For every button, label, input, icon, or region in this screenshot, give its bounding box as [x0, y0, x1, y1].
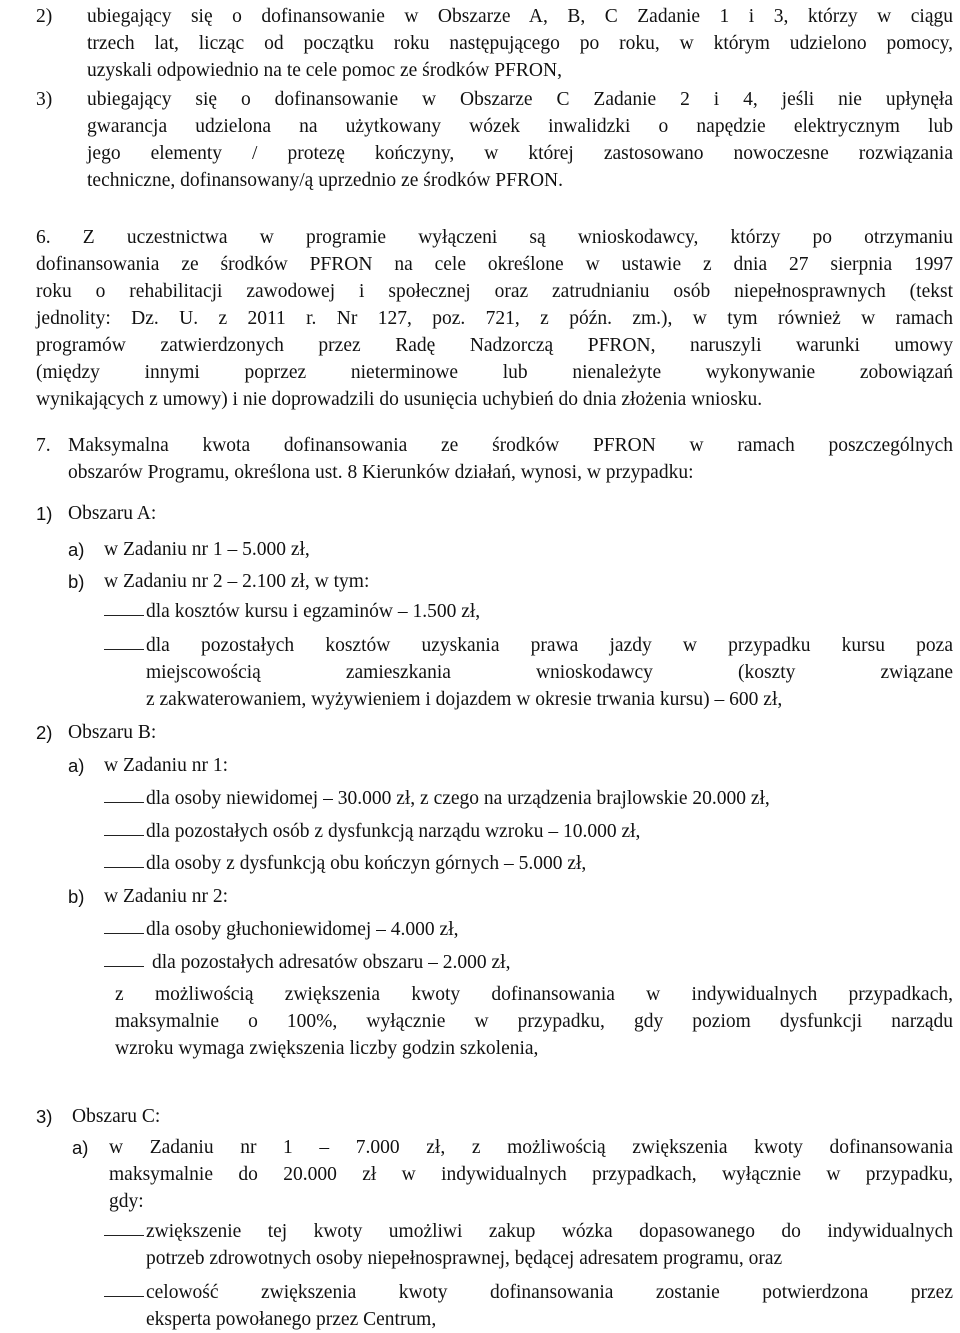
text-line: w Zadaniu nr 1 – 7.000 zł, z możliwością zwiększenia kwoty dofinansowania [109, 1137, 953, 1158]
text-line: ubiegający się o dofinansowanie w Obszarze C Zadanie 2 i 4, jeśli nie upłynęła [87, 89, 953, 110]
obszar-b-note [115, 981, 953, 1062]
text-line: ubiegający się o dofinansowanie w Obszarze A, B, C Zadanie 1 i 3, którzy w ciągu [87, 6, 953, 27]
text-line: Maksymalna kwota dofinansowania ze środków PFRON w ramach poszczególnych [68, 435, 953, 456]
text-line: maksymalnie do 20.000 zł w indywidualnych przypadkach, wyłącznie w przypadku, [109, 1164, 953, 1185]
text-line: eksperta powołanego przez Centrum, [146, 1309, 437, 1330]
dash-bullet [104, 933, 144, 934]
text-line: celowość zwiększenia kwoty dofinansowania zostanie potwierdzona przez [146, 1282, 953, 1303]
dash-bullet [104, 867, 144, 868]
section-number: 6. [36, 227, 51, 248]
section-6 [36, 224, 953, 413]
text-line: zwiększenie tej kwoty umożliwi zakup wózka dopasowanego do indywidualnych [146, 1221, 953, 1242]
dash-bullet [104, 1235, 144, 1236]
text-line: jego elementy / protezę kończyny, w której zastosowano nowoczesne rozwiązania [87, 143, 953, 164]
obszar-b-dash-3: dla osoby z dysfunkcją obu kończyn górnych – 5.000 zł, [146, 853, 587, 874]
text-line: jednolity: Dz. U. z 2011 r. Nr 127, poz. 721, z późn. zm.), w tym również w ramach [36, 308, 953, 329]
list-letter: b) [68, 571, 85, 592]
obszar-b-zadanie-2: w Zadaniu nr 2: [104, 886, 229, 907]
text-line: dofinansowania ze środków PFRON na cele określone w ustawie z dnia 27 sierpnia 1997 [36, 254, 953, 275]
list-letter: b) [68, 886, 85, 907]
obszar-c-dash-1 [146, 1218, 953, 1272]
section-7 [68, 432, 953, 486]
obszar-b-dash-1: dla osoby niewidomej – 30.000 zł, z czego na urządzenia brajlowskie 20.000 zł, [146, 788, 770, 809]
obszar-b-zadanie-1: w Zadaniu nr 1: [104, 755, 229, 776]
text-line: gdy: [109, 1191, 144, 1212]
obszar-c-dash-2 [146, 1279, 953, 1333]
text-line: 6. Z uczestnictwa w programie wyłączeni są wnioskodawcy, którzy po otrzymaniu [36, 227, 953, 248]
obszar-a-dash-2 [146, 632, 953, 713]
list-number: 1) [36, 503, 53, 524]
list-number: 3) [36, 1106, 53, 1127]
obszar-c-zadanie-1 [109, 1134, 953, 1215]
text-line: z zakwaterowaniem, wyżywieniem i dojazdem w okresie trwania kursu) – 600 zł, [146, 689, 783, 710]
obszar-a-dash-1: dla kosztów kursu i egzaminów – 1.500 zł, [146, 601, 481, 622]
text-line: obszarów Programu, określona ust. 8 Kierunków działań, wynosi, w przypadku: [68, 462, 694, 483]
dash-bullet [104, 1296, 144, 1297]
text-line: roku o rehabilitacji zawodowej i społecznej oraz zatrudnianiu osób niepełnosprawnych (tekst [36, 281, 953, 302]
text-line: z możliwością zwiększenia kwoty dofinansowania w indywidualnych przypadkach, [115, 984, 953, 1005]
list-letter: a) [68, 755, 85, 776]
text-line: gwarancja udzielona na użytkowany wózek inwalidzki o napędzie elektrycznym lub [87, 116, 953, 137]
list-number: 3) [36, 89, 53, 110]
exclusion-point-3 [87, 86, 953, 194]
obszar-b-dash-5: dla pozostałych adresatów obszaru – 2.000 zł, [152, 952, 511, 973]
text-line: dla pozostałych kosztów uzyskania prawa jazdy w przypadku kursu poza [146, 635, 953, 656]
list-number: 2) [36, 722, 53, 743]
list-letter: a) [72, 1137, 89, 1158]
text-line: (między innymi poprzez nieterminowe lub nienależyte wykonywanie zobowiązań [36, 362, 953, 383]
list-letter: a) [68, 539, 85, 560]
exclusion-point-2 [87, 3, 953, 84]
text-line: techniczne, dofinansowany/ą uprzednio ze środków PFRON. [87, 170, 564, 191]
dash-bullet [104, 802, 144, 803]
obszar-b-label: Obszaru B: [68, 722, 157, 743]
obszar-c-label: Obszaru C: [72, 1106, 161, 1127]
obszar-a-zadanie-2: w Zadaniu nr 2 – 2.100 zł, w tym: [104, 571, 370, 592]
text-line: maksymalnie o 100%, wyłącznie w przypadku, gdy poziom dysfunkcji narządu [115, 1011, 953, 1032]
obszar-a-zadanie-1: w Zadaniu nr 1 – 5.000 zł, [104, 539, 310, 560]
text-line: trzech lat, licząc od początku roku następującego po roku, w którym udzielono pomocy, [87, 33, 953, 54]
dash-bullet [104, 835, 144, 836]
dash-bullet [104, 615, 144, 616]
text-line: programów zatwierdzonych przez Radę Nadzorczą PFRON, naruszyli warunki umowy [36, 335, 953, 356]
section-number: 7. [36, 435, 51, 456]
text-line: uzyskali odpowiednio na te cele pomoc ze środków PFRON, [87, 60, 562, 81]
list-number: 2) [36, 6, 53, 27]
dash-bullet [104, 649, 144, 650]
text-line: wzroku wymaga zwiększenia liczby godzin szkolenia, [115, 1038, 539, 1059]
obszar-a-label: Obszaru A: [68, 503, 157, 524]
text-line: potrzeb zdrowotnych osoby niepełnosprawnej, będącej adresatem programu, oraz [146, 1248, 783, 1269]
dash-bullet [104, 966, 144, 967]
obszar-b-dash-4: dla osoby głuchoniewidomej – 4.000 zł, [146, 919, 459, 940]
text-line: miejscowością zamieszkania wnioskodawcy (koszty związane [146, 662, 953, 683]
obszar-b-dash-2: dla pozostałych osób z dysfunkcją narządu wzroku – 10.000 zł, [146, 821, 641, 842]
text-line: wynikających z umowy) i nie doprowadzili do usunięcia uchybień do dnia złożenia wniosku. [36, 389, 763, 410]
